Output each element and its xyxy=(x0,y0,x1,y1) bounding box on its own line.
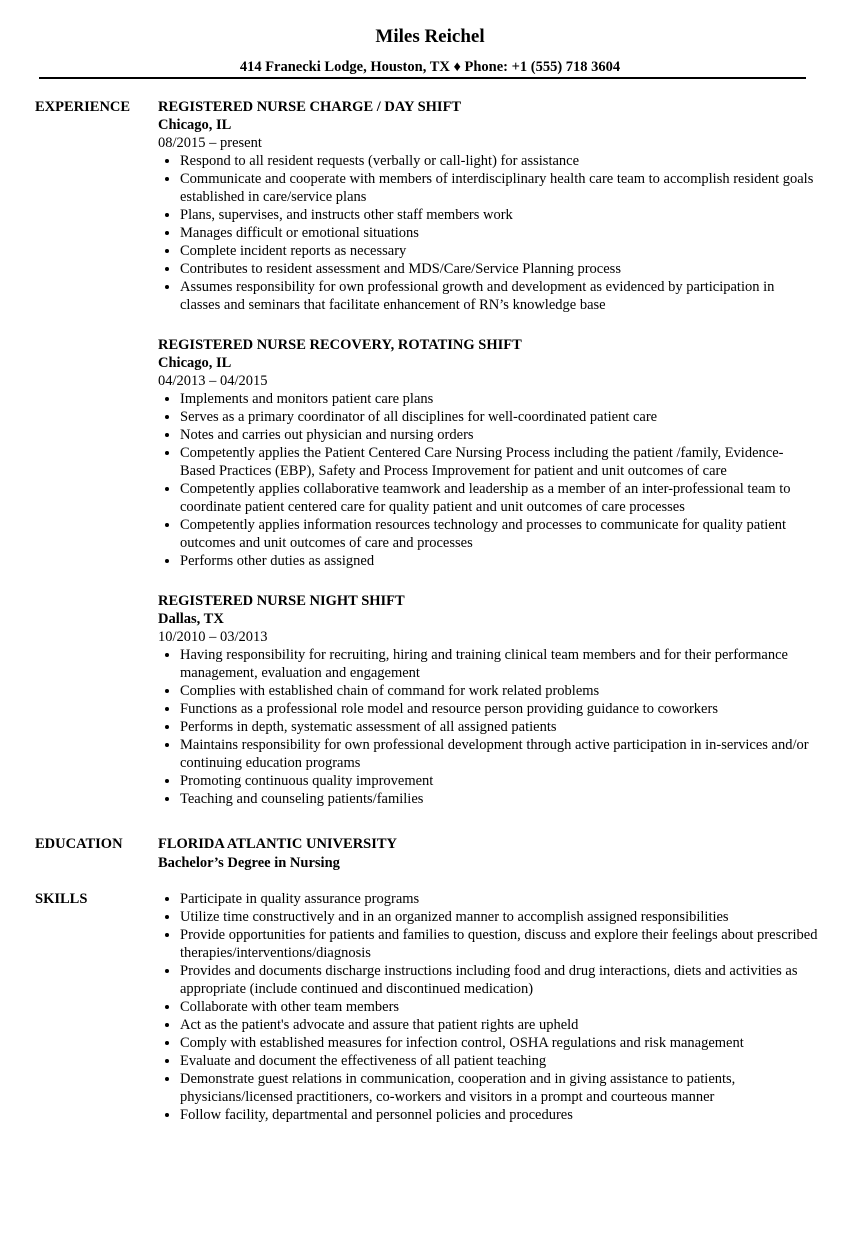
job-dates: 04/2013 – 04/2015 xyxy=(158,373,268,389)
experience-list xyxy=(158,98,818,830)
job-bullets xyxy=(158,646,818,808)
list-item: • Promoting continuous quality improvement xyxy=(180,772,818,790)
list-item: • Evaluate and document the effectiveness of all patient teaching xyxy=(180,1052,818,1070)
education-heading: EDUCATION xyxy=(35,836,123,852)
job-entry xyxy=(158,336,818,570)
list-item: • Respond to all resident requests (verbally or call-light) for assistance xyxy=(180,152,818,170)
list-item: • Comply with established measures for infection control, OSHA regulations and risk management xyxy=(180,1034,818,1052)
job-dates: 10/2010 – 03/2013 xyxy=(158,629,268,645)
list-item: • Participate in quality assurance programs xyxy=(180,890,818,908)
list-item: • Maintains responsibility for own professional development through active participation in in-services and/or continuing education programs xyxy=(180,736,818,772)
candidate-name: Miles Reichel xyxy=(375,26,485,47)
contact-line: 414 Franecki Lodge, Houston, TX ♦ Phone: +1 (555) 718 3604 xyxy=(239,59,621,75)
list-item: • Utilize time constructively and in an organized manner to accomplish assigned responsibilities xyxy=(180,908,818,926)
list-item: • Collaborate with other team members xyxy=(180,998,818,1016)
job-title: REGISTERED NURSE RECOVERY, ROTATING SHIFT xyxy=(158,337,522,353)
job-dates: 08/2015 – present xyxy=(158,135,262,151)
skills-body xyxy=(158,890,818,1124)
job-title: REGISTERED NURSE NIGHT SHIFT xyxy=(158,593,405,609)
header-divider xyxy=(39,77,806,79)
job-entry xyxy=(158,592,818,808)
job-location: Dallas, TX xyxy=(158,611,224,627)
experience-heading: EXPERIENCE xyxy=(35,99,131,115)
school-name: FLORIDA ATLANTIC UNIVERSITY xyxy=(158,836,398,852)
list-item: • Act as the patient's advocate and assure that patient rights are upheld xyxy=(180,1016,818,1034)
list-item: • Follow facility, departmental and personnel policies and procedures xyxy=(180,1106,818,1124)
job-entry xyxy=(158,98,818,314)
list-item: • Provides and documents discharge instructions including food and drug interactions, diets and activities as appropriate (include continued and discontinued medication) xyxy=(180,962,818,998)
job-location: Chicago, IL xyxy=(158,355,232,371)
list-item: • Competently applies information resources technology and processes to communicate for quality patient outcomes and unit outcomes of care and processes xyxy=(180,516,818,552)
job-location: Chicago, IL xyxy=(158,117,232,133)
job-bullets xyxy=(158,152,818,314)
list-item: • Competently applies collaborative teamwork and leadership as a member of an inter-professional team to coordinate patient centered care for quality patient and unit outcomes of care processes xyxy=(180,480,818,516)
list-item: • Having responsibility for recruiting, hiring and training clinical team members and for their performance management, evaluation and engagement xyxy=(180,646,818,682)
list-item: • Functions as a professional role model and resource person providing guidance to coworkers xyxy=(180,700,818,718)
list-item: • Contributes to resident assessment and MDS/Care/Service Planning process xyxy=(180,260,818,278)
list-item: • Teaching and counseling patients/families xyxy=(180,790,818,808)
list-item: • Notes and carries out physician and nursing orders xyxy=(180,426,818,444)
list-item: • Provide opportunities for patients and families to question, discuss and explore their feelings about prescribed therapies/interventions/diagnosis xyxy=(180,926,818,962)
list-item: • Implements and monitors patient care plans xyxy=(180,390,818,408)
list-item: • Demonstrate guest relations in communication, cooperation and in giving assistance to patients, physicians/licensed practitioners, co-workers and visitors in a prompt and courteous manner xyxy=(180,1070,818,1106)
list-item: • Communicate and cooperate with members of interdisciplinary health care team to accomplish resident goals established in care/service plans xyxy=(180,170,818,206)
skills-list xyxy=(158,890,818,1124)
skills-heading: SKILLS xyxy=(35,891,88,907)
list-item: • Complies with established chain of command for work related problems xyxy=(180,682,818,700)
list-item: • Assumes responsibility for own professional growth and development as evidenced by participation in classes and seminars that facilitate enhancement of RN’s knowledge base xyxy=(180,278,818,314)
list-item: • Serves as a primary coordinator of all disciplines for well-coordinated patient care xyxy=(180,408,818,426)
list-item: • Performs in depth, systematic assessment of all assigned patients xyxy=(180,718,818,736)
job-title: REGISTERED NURSE CHARGE / DAY SHIFT xyxy=(158,99,462,115)
list-item: • Manages difficult or emotional situations xyxy=(180,224,818,242)
list-item: • Performs other duties as assigned xyxy=(180,552,818,570)
education-body xyxy=(158,835,818,872)
list-item: • Competently applies the Patient Centered Care Nursing Process including the patient /family, Evidence-Based Practices (EBP), Safety and Process Improvement for patient and unit outcomes of care xyxy=(180,444,818,480)
degree: Bachelor’s Degree in Nursing xyxy=(158,855,340,871)
list-item: • Plans, supervises, and instructs other staff members work xyxy=(180,206,818,224)
job-bullets xyxy=(158,390,818,570)
list-item: • Complete incident reports as necessary xyxy=(180,242,818,260)
